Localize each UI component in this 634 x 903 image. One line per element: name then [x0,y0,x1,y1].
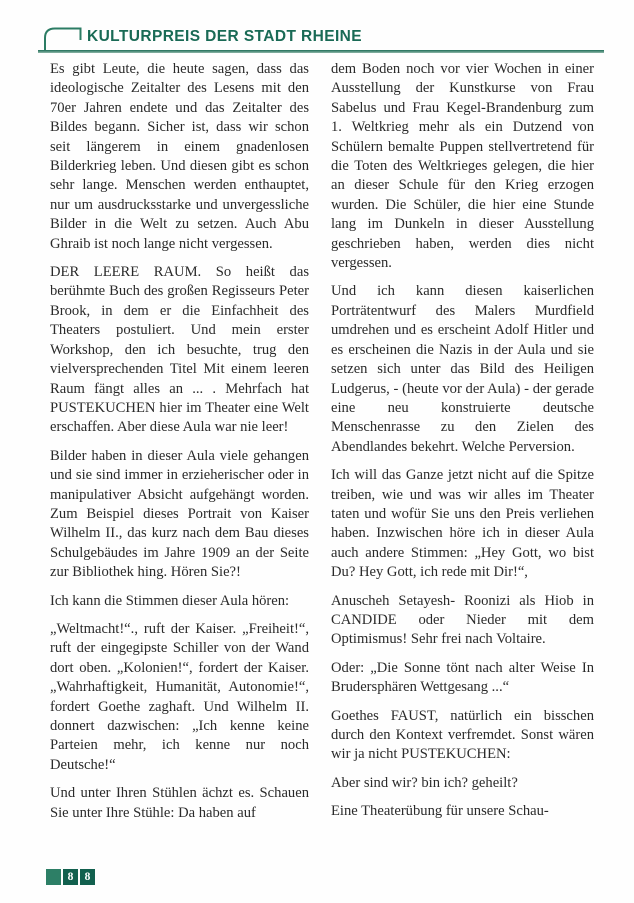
page-number-digit: 8 [63,869,78,885]
paragraph: Anuscheh Setayesh- Roonizi als Hiob in CANDIDE oder Nieder mit dem Optimismus! Sehr frei nach Voltaire. [331,592,594,648]
paragraph: Und ich kann diesen kaiserlichen Porträtentwurf des Malers Murdfield umdrehen und es erscheint Adolf Hitler und es erscheinen die Nazis in der Aula und sie setzen sich unter das Bild des Heiligen Ludgerus, - (heute vor der Aula) - der gerade eine neu konstruierte deutsche Menschenrasse zu den Zielen des Abendlandes bekehrt. Welche Perversion. [331,283,594,455]
paragraph: Aber sind wir? bin ich? geheilt? [331,774,518,791]
paragraph: Bilder haben in dieser Aula viele gehangen und sie sind immer in erzieherischer oder in manipulativer Absicht aufgehängt worden. Zum Beispiel dieses Portrait von Kaiser Wilhelm II., das kurz nach dem Bau dieses Schulgebäudes im Jahre 1909 an der Seite zur Bibliothek hing. Hören Sie?! [50,447,309,581]
page-title: KULTURPREIS DER STADT RHEINE [87,28,362,45]
page-number-digit: 8 [80,869,95,885]
paragraph: DER LEERE RAUM. So heißt das berühmte Buch des großen Regisseurs Peter Brook, in dem er die Einfachheit des Theaters postuliert. Und mein erster Workshop, den ich besuchte, trug den vielversprechenden Titel Mit einem leeren Raum fängt alles an ... . Mehrfach hat PUSTEKUCHEN hier im Theater eine Welt erschaffen. Aber diese Aula war nie leer! [50,264,309,436]
paragraph: Oder: „Die Sonne tönt nach alter Weise In Brudersphären Wettgesang ...“ [331,659,594,696]
paragraph: dem Boden noch vor vier Wochen in einer Ausstellung der Kunstkurse von Frau Sabelus und Frau Kegel-Brandenburg zum 1. Weltkrieg mehr als ein Dutzend von Schülern bemalte Puppen stellvertretend für die Toten des Weltkrieges gelegen, die hier an dieser Schule für den Krieg erzogen wurden. Die Schüler, die hier eine Stunde lang im Dunkeln in dieser Ausstellung geschrieben haben, werden dies nicht vergessen. [331,61,594,272]
left-column [50,60,309,868]
paragraph: „Weltmacht!“., ruft der Kaiser. „Freiheit!“, ruft der eingegipste Schiller von der Wand dort oben. „Kolonien!“, fordert der Kaiser. „Wahrhaftigkeit, Humanität, Autonomie!“, fordert Goethe zaghaft. Und Wilhelm II. donnert dazwischen: „Ich kenne keine Parteien mehr, ich kenne nur noch Deutsche!“ [50,620,309,773]
paragraph: Und unter Ihren Stühlen ächzt es. Schauen Sie unter Ihre Stühle: Da haben auf [50,785,309,821]
paragraph: Es gibt Leute, die heute sagen, dass das ideologische Zeitalter des Lesens mit den 70er Jahren endete und das Zeitalter des Bildes begann. Sicher ist, dass wir schon seit längerem in einem gnadenlosen Bilderkrieg leben. Und diesen gibt es schon sehr lange. Menschen werden enthauptet, nur um ausdrucksstarke und unvergessliche Bilder in die Welt zu setzen. Auch Abu Ghraib ist noch lange nicht vergessen. [50,61,309,252]
paragraph: Ich will das Ganze jetzt nicht auf die Spitze treiben, wie und was wir alles im Theater taten und wofür Sie uns den Preis verliehen haben. Inzwischen höre ich in dieser Aula auch andere Stimmen: „Hey Gott, wo bist Du? Hey Gott, ich rede mit Dir!“, [331,467,594,581]
header-rule [38,50,604,53]
paragraph: Eine Theaterübung für unsere Schau- [331,803,549,820]
page-number-ornament [46,869,61,885]
paragraph: Goethes FAUST, natürlich ein bisschen durch den Kontext verfremdet. Sonst wären wir ja nicht PUSTEKUCHEN: [331,707,594,763]
right-column [331,60,594,868]
paragraph: Ich kann die Stimmen dieser Aula hören: [50,592,290,609]
page-number [46,869,95,885]
